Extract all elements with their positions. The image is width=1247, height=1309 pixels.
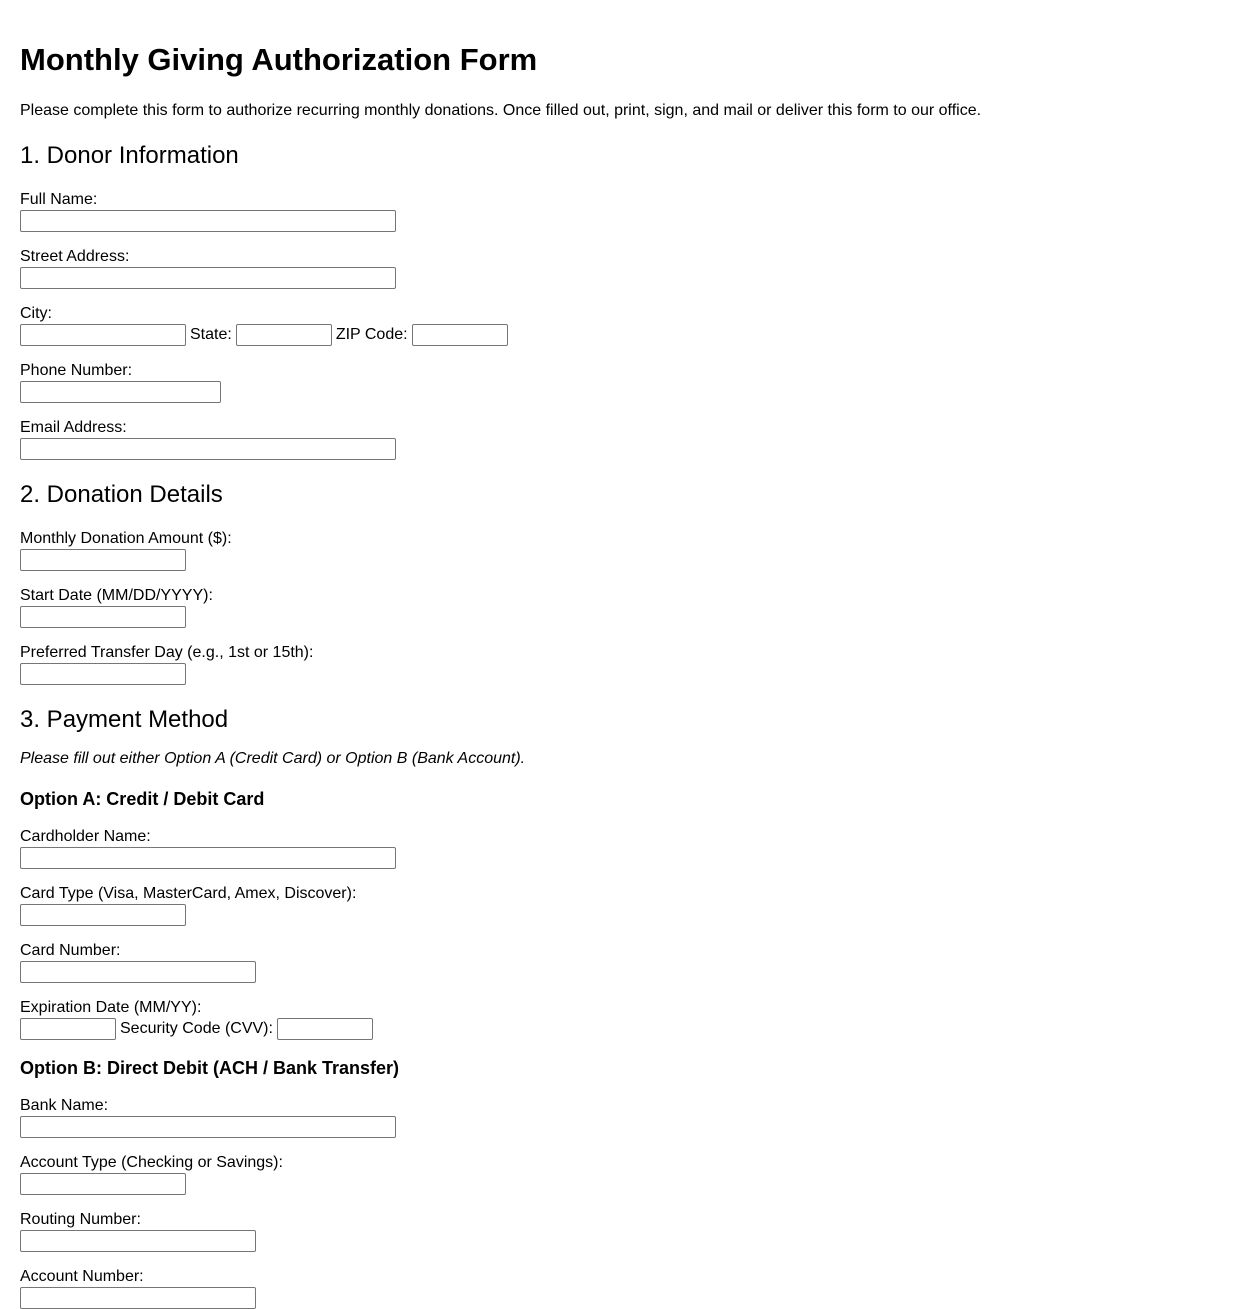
- payment-note: Please fill out either Option A (Credit Card) or Option B (Bank Account).: [20, 750, 526, 767]
- amount-group: [20, 529, 1227, 571]
- city-state-zip-group: [20, 304, 1227, 346]
- transfer-day-input[interactable]: [20, 663, 186, 685]
- email-input[interactable]: [20, 438, 396, 460]
- street-address-group: [20, 247, 1227, 289]
- full-name-label: Full Name:: [20, 191, 98, 208]
- account-number-group: [20, 1267, 1227, 1309]
- card-type-input[interactable]: [20, 904, 186, 926]
- email-group: [20, 418, 1227, 460]
- account-number-label: Account Number:: [20, 1268, 144, 1285]
- state-input[interactable]: [236, 324, 332, 346]
- full-name-group: [20, 190, 1227, 232]
- phone-label: Phone Number:: [20, 362, 133, 379]
- bank-name-label: Bank Name:: [20, 1097, 109, 1114]
- page-title: Monthly Giving Authorization Form: [20, 42, 538, 77]
- account-type-group: [20, 1153, 1227, 1195]
- cvv-input[interactable]: [277, 1018, 373, 1040]
- email-label: Email Address:: [20, 419, 127, 436]
- expiration-cvv-row: [20, 1018, 1227, 1040]
- card-number-group: [20, 941, 1227, 983]
- zip-input[interactable]: [412, 324, 508, 346]
- start-date-input[interactable]: [20, 606, 186, 628]
- option-b-heading: Option B: Direct Debit (ACH / Bank Transfer): [20, 1058, 400, 1078]
- cardholder-label: Cardholder Name:: [20, 828, 151, 845]
- card-type-group: [20, 884, 1227, 926]
- state-label: State:: [190, 326, 232, 343]
- transfer-day-group: [20, 643, 1227, 685]
- city-input[interactable]: [20, 324, 186, 346]
- cardholder-input[interactable]: [20, 847, 396, 869]
- intro-text: Please complete this form to authorize recurring monthly donations. Once filled out, print, sign, and mail or deliver this form to our office.: [20, 102, 982, 119]
- routing-label: Routing Number:: [20, 1211, 141, 1228]
- expiration-cvv-group: [20, 998, 1227, 1040]
- account-number-input[interactable]: [20, 1287, 256, 1309]
- account-type-label: Account Type (Checking or Savings):: [20, 1154, 283, 1171]
- option-a-heading: Option A: Credit / Debit Card: [20, 789, 265, 809]
- transfer-day-label: Preferred Transfer Day (e.g., 1st or 15th):: [20, 644, 314, 661]
- start-date-group: [20, 586, 1227, 628]
- bank-name-group: [20, 1096, 1227, 1138]
- zip-label: ZIP Code:: [335, 326, 408, 343]
- expiration-input[interactable]: [20, 1018, 116, 1040]
- street-address-label: Street Address:: [20, 248, 130, 265]
- donor-section-heading: 1. Donor Information: [20, 142, 239, 169]
- start-date-label: Start Date (MM/DD/YYYY):: [20, 587, 213, 604]
- donation-section-heading: 2. Donation Details: [20, 481, 223, 508]
- cardholder-group: [20, 827, 1227, 869]
- routing-group: [20, 1210, 1227, 1252]
- amount-input[interactable]: [20, 549, 186, 571]
- routing-input[interactable]: [20, 1230, 256, 1252]
- account-type-input[interactable]: [20, 1173, 186, 1195]
- full-name-input[interactable]: [20, 210, 396, 232]
- city-state-zip-row: [20, 324, 1227, 346]
- card-number-label: Card Number:: [20, 942, 121, 959]
- cvv-label: Security Code (CVV):: [120, 1020, 273, 1037]
- city-label: City:: [20, 305, 52, 322]
- street-address-input[interactable]: [20, 267, 396, 289]
- card-number-input[interactable]: [20, 961, 256, 983]
- bank-name-input[interactable]: [20, 1116, 396, 1138]
- amount-label: Monthly Donation Amount ($):: [20, 530, 232, 547]
- card-type-label: Card Type (Visa, MasterCard, Amex, Discover):: [20, 885, 357, 902]
- phone-input[interactable]: [20, 381, 221, 403]
- payment-section-heading: 3. Payment Method: [20, 706, 229, 733]
- phone-group: [20, 361, 1227, 403]
- expiration-label: Expiration Date (MM/YY):: [20, 999, 202, 1016]
